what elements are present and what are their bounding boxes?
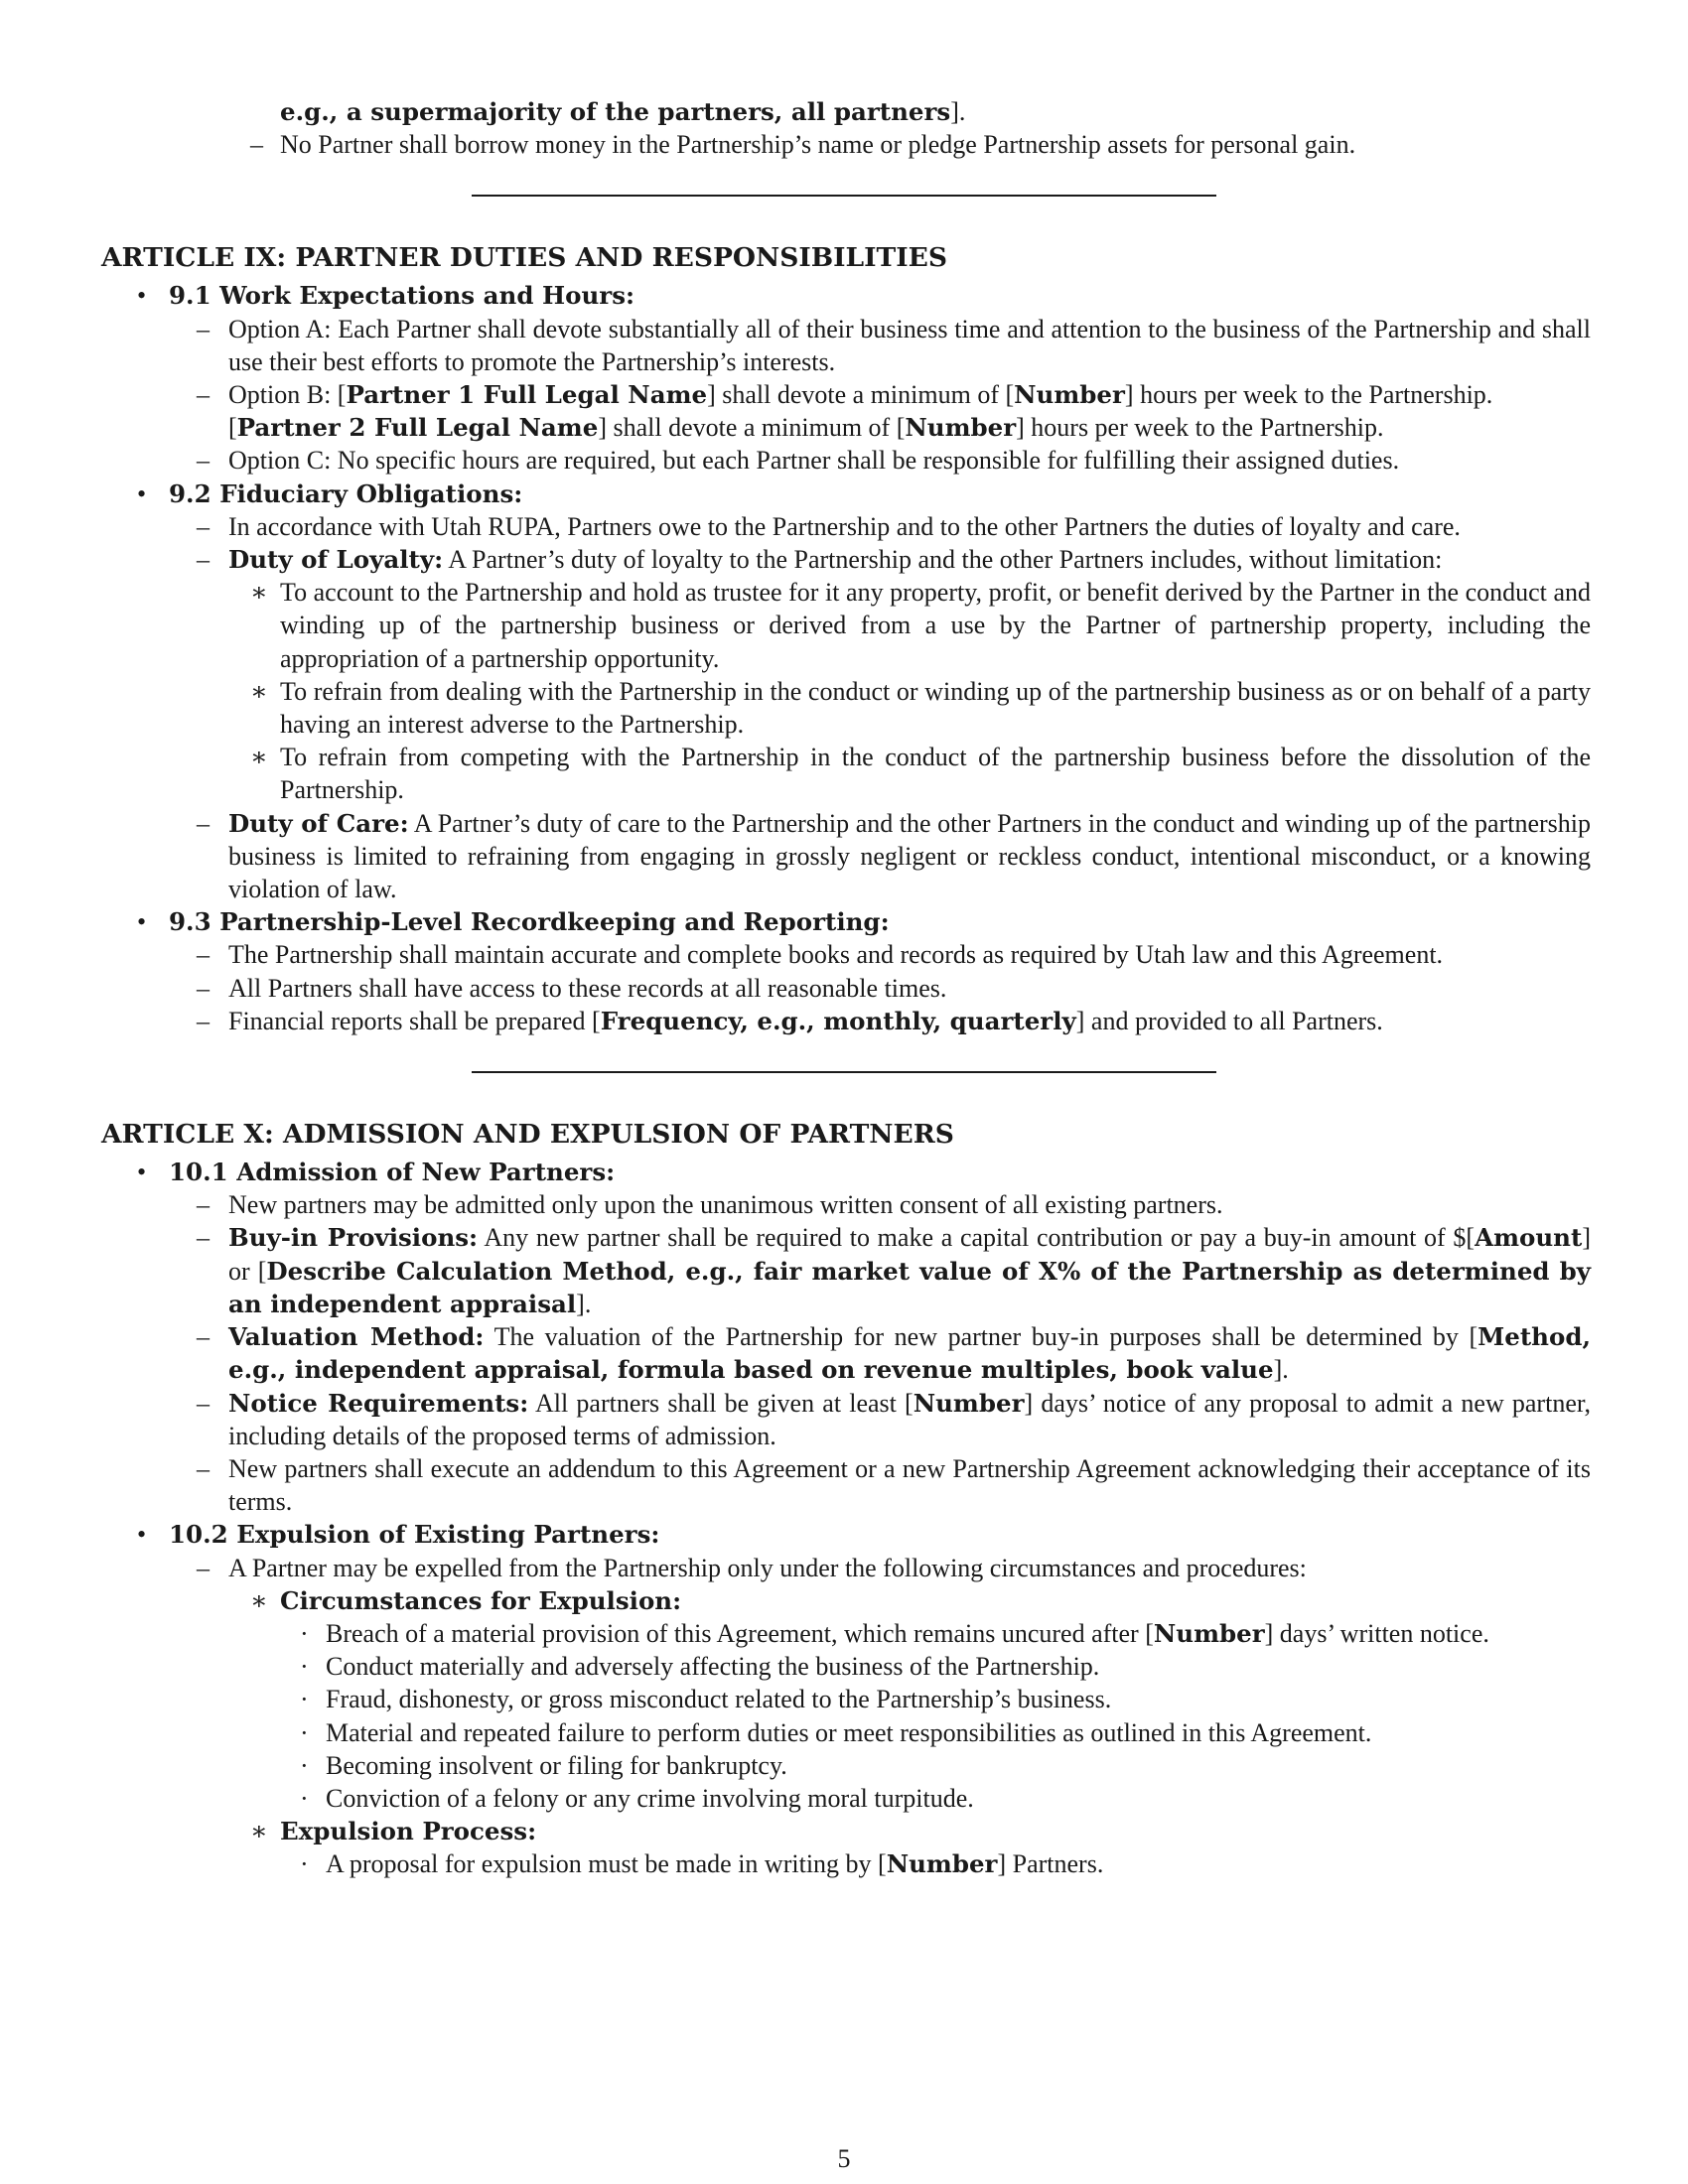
section-9-3: • 9.3 Partnership-Level Recordkeeping and Reporting: — [137, 907, 890, 937]
circumstance-item: · Material and repeated failure to perform duties or meet responsibilities as outlined in this Agreement. — [300, 1717, 1372, 1747]
reports-item: – Financial reports shall be prepared [Frequency, e.g., monthly, quarterly] and provided to all Partners. — [197, 1006, 1383, 1035]
valuation-method: – Valuation Method: The valuation of the Partnership for new partner buy-in purposes shall be determined by [Method, e.g., independent appraisal, formula based on revenue multiples, book value]. — [197, 1322, 1591, 1385]
expulsion-process-heading: ∗ Expulsion Process: — [250, 1817, 537, 1846]
duty-of-loyalty: – Duty of Loyalty: A Partner’s duty of loyalty to the Partnership and the other Partners includes, without limitation: — [197, 545, 1443, 575]
circumstance-item: · Fraud, dishonesty, or gross misconduct related to the Partnership’s business. — [300, 1685, 1112, 1714]
section-10-1: • 10.1 Admission of New Partners: — [137, 1158, 616, 1187]
loyalty-item: ∗ To refrain from competing with the Partnership in the conduct of the partnership business before the dissolution of the Partnership. — [250, 743, 1591, 805]
circumstance-item: · Breach of a material provision of this Agreement, which remains uncured after [Number] days’ written notice. — [300, 1618, 1489, 1648]
expulsion-intro: – A Partner may be expelled from the Partnership only under the following circumstances and procedures: — [197, 1553, 1307, 1582]
circumstance-item: · Conduct materially and adversely affecting the business of the Partnership. — [300, 1652, 1100, 1682]
circumstance-item: · Becoming insolvent or filing for bankruptcy. — [300, 1750, 787, 1780]
option-a: – Option A: Each Partner shall devote substantially all of their business time and attention to the business of the Partnership and shall use their best efforts to promote the Partnership’s interests. — [197, 314, 1591, 376]
loyalty-item: ∗ To refrain from dealing with the Partnership in the conduct or winding up of the partnership business as or on behalf of a party having an interest adverse to the Partnership. — [250, 676, 1591, 740]
continued-item: e.g., a supermajority of the partners, all partners]. — [280, 97, 966, 126]
duty-of-care: – Duty of Care: A Partner’s duty of care to the Partnership and the other Partners in the conduct and winding up of the partnership business is limited to refraining from engaging in grossly negligent or reckless conduct, intentional misconduct, or a knowing violation of law. — [197, 808, 1591, 904]
section-9-2: • 9.2 Fiduciary Obligations: — [137, 478, 523, 508]
page-content — [101, 95, 1591, 1881]
circumstance-item: · Conviction of a felony or any crime involving moral turpitude. — [300, 1783, 974, 1813]
addendum-item: – New partners shall execute an addendum to this Agreement or a new Partnership Agreement acknowledging their acceptance of its terms. — [197, 1453, 1591, 1517]
section-10-2: • 10.2 Expulsion of Existing Partners: — [137, 1520, 660, 1550]
dash-bullet: – — [250, 130, 263, 160]
option-c: – Option C: No specific hours are required, but each Partner shall be responsible for fulfilling their assigned duties. — [197, 446, 1400, 476]
records-item: – The Partnership shall maintain accurate and complete books and records as required by Utah law and this Agreement. — [197, 940, 1444, 970]
buy-in-provisions: – Buy-in Provisions: Any new partner shall be required to make a capital contribution or pay a buy-in amount of $[Amount] or [Describe Calculation Method, e.g., fair market value of X% of the Partnership as determined by an independent appraisal]. — [197, 1223, 1591, 1318]
process-item: · A proposal for expulsion must be made in writing by [Number] Partners. — [300, 1849, 1104, 1879]
section-divider — [472, 195, 1216, 197]
option-b: – Option B: [Partner 1 Full Legal Name] shall devote a minimum of [Number] hours per week to the Partnership. [Partner 2 Full Legal Name] shall devote a minimum of [Number] hours per week to the Partnership. — [197, 380, 1493, 443]
continued-bold-text: e.g., a supermajority of the partners, all partners — [280, 97, 951, 126]
notice-requirements: – Notice Requirements: All partners shall be given at least [Number] days’ notice of any proposal to admit a new partner, including details of the proposed terms of admission. — [197, 1388, 1591, 1450]
section-divider — [472, 1071, 1216, 1073]
bullet: • — [137, 281, 147, 311]
circumstances-heading: ∗ Circumstances for Expulsion: — [250, 1585, 682, 1615]
page-number: 5 — [837, 2144, 851, 2173]
article-9-title: ARTICLE IX: PARTNER DUTIES AND RESPONSIBILITIES — [101, 242, 948, 274]
loyalty-item: ∗ To account to the Partnership and hold as trustee for it any property, profit, or benefit derived by the Partner in the conduct and winding up of the partnership business or derived from a use by the Partner of partnership property, including the appropriation of a partnership opportunity. — [250, 578, 1591, 673]
article-10-title: ARTICLE X: ADMISSION AND EXPULSION OF PARTNERS — [101, 1119, 954, 1151]
admission-consent: – New partners may be admitted only upon the unanimous written consent of all existing partners. — [197, 1190, 1223, 1220]
borrow-item: – No Partner shall borrow money in the Partnership’s name or pledge Partnership assets for personal gain. — [101, 128, 1591, 161]
records-item: – All Partners shall have access to these records at all reasonable times. — [197, 973, 947, 1003]
fiduciary-intro: – In accordance with Utah RUPA, Partners owe to the Partnership and to the other Partners the duties of loyalty and care. — [197, 511, 1461, 541]
section-9-1: • 9.1 Work Expectations and Hours: — [101, 279, 1591, 312]
